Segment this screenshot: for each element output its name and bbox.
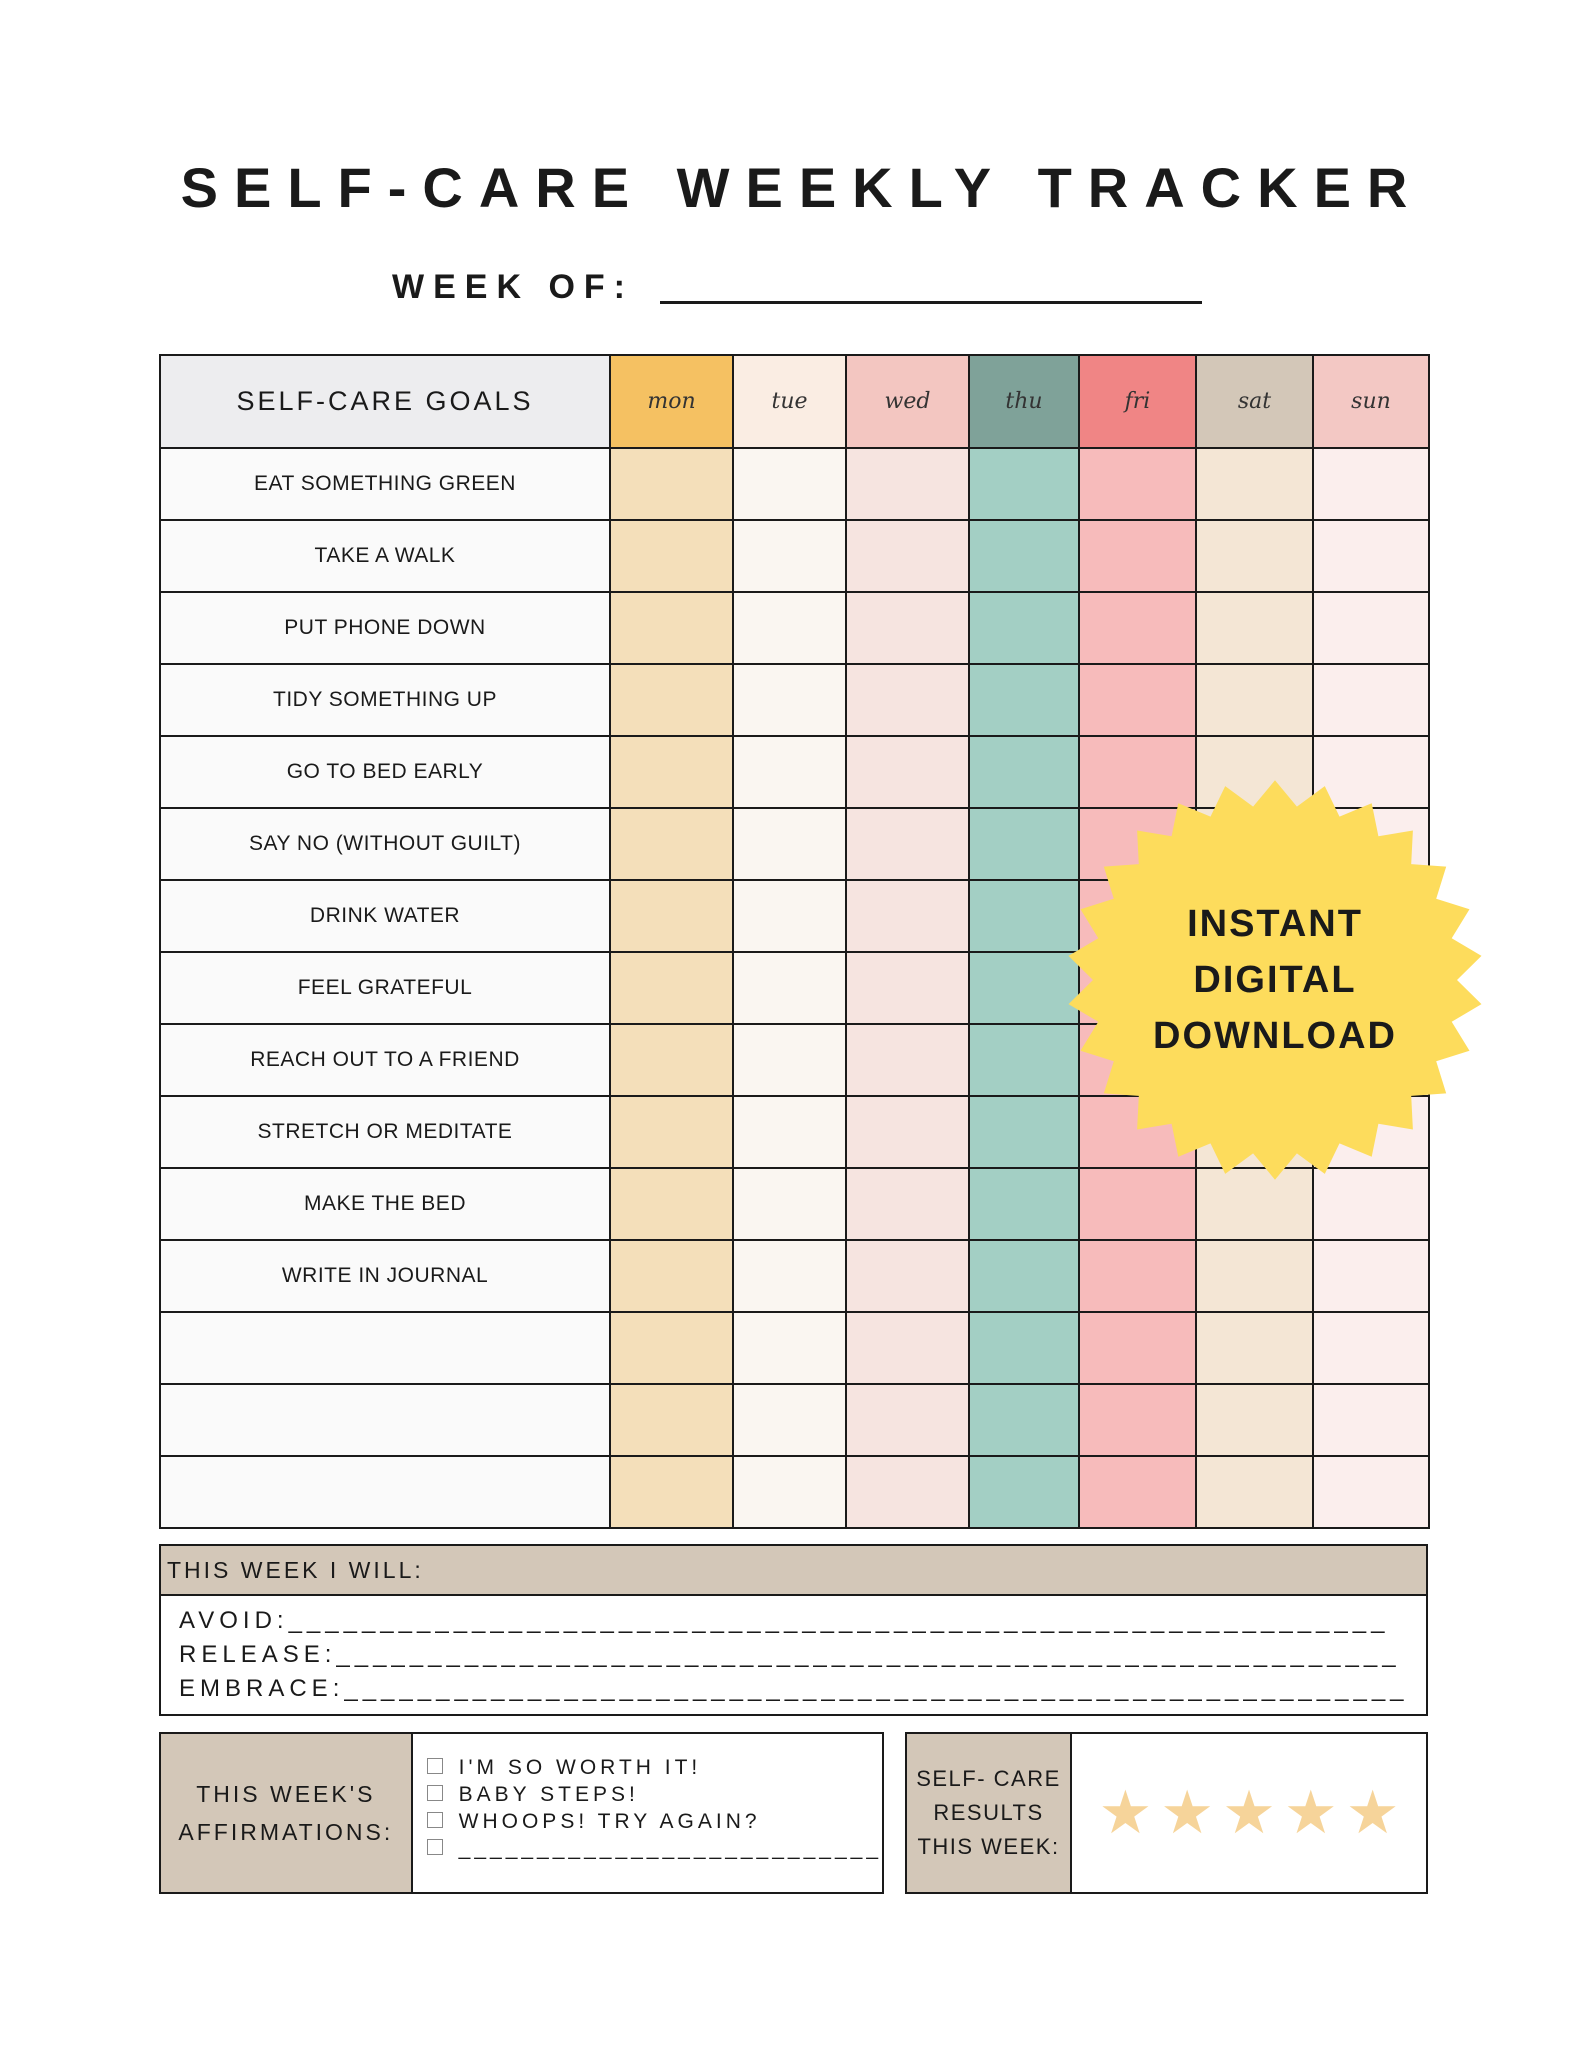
affirmations-box: [159, 1732, 884, 1894]
day-cell-mon[interactable]: [610, 1096, 733, 1168]
release-line[interactable]: RELEASE:__________________________________________________________: [179, 1641, 1401, 1668]
day-cell-mon[interactable]: [610, 448, 733, 520]
star-icon[interactable]: ★: [1160, 1779, 1215, 1846]
day-header-tue: tue: [733, 355, 846, 448]
day-cell-wed[interactable]: [846, 1024, 969, 1096]
star-icon[interactable]: ★: [1283, 1779, 1338, 1846]
day-cell-tue[interactable]: [733, 520, 846, 592]
day-cell-mon[interactable]: [610, 1384, 733, 1456]
day-header-thu: thu: [969, 355, 1079, 448]
day-cell-tue[interactable]: [733, 952, 846, 1024]
day-header-mon: mon: [610, 355, 733, 448]
goal-label[interactable]: MAKE THE BED: [160, 1168, 610, 1240]
day-cell-sun[interactable]: [1313, 520, 1429, 592]
star-icon[interactable]: ★: [1222, 1779, 1276, 1846]
day-header-fri: fri: [1079, 355, 1196, 448]
checkbox[interactable]: [427, 1839, 443, 1855]
day-cell-thu[interactable]: [969, 1384, 1079, 1456]
day-cell-mon[interactable]: [610, 592, 733, 664]
day-cell-mon[interactable]: [610, 1312, 733, 1384]
page-title: SELF-CARE WEEKLY TRACKER: [180, 156, 1424, 219]
table-row: [160, 448, 1429, 520]
avoid-line[interactable]: AVOID:____________________________________________________________: [179, 1607, 1390, 1634]
day-cell-wed[interactable]: [846, 880, 969, 952]
day-cell-tue[interactable]: [733, 1096, 846, 1168]
day-cell-mon[interactable]: [610, 880, 733, 952]
table-row: [160, 1456, 1429, 1528]
day-cell-thu[interactable]: [969, 1240, 1079, 1312]
checkbox[interactable]: [427, 1785, 443, 1801]
day-cell-thu[interactable]: [969, 592, 1079, 664]
badge-line: INSTANT: [1187, 903, 1363, 945]
goal-label[interactable]: EAT SOMETHING GREEN: [160, 448, 610, 520]
day-cell-mon[interactable]: [610, 808, 733, 880]
affirmation-text: ___________________________: [458, 1837, 882, 1860]
day-cell-mon[interactable]: [610, 1168, 733, 1240]
day-cell-wed[interactable]: [846, 808, 969, 880]
day-cell-tue[interactable]: [733, 808, 846, 880]
table-row: [160, 592, 1429, 664]
day-cell-sat[interactable]: [1196, 1240, 1313, 1312]
day-cell-tue[interactable]: [733, 1312, 846, 1384]
day-cell-sun[interactable]: [1313, 1240, 1429, 1312]
day-cell-mon[interactable]: [610, 664, 733, 736]
day-cell-sun[interactable]: [1313, 664, 1429, 736]
day-cell-sun[interactable]: [1313, 1312, 1429, 1384]
badge-line: DOWNLOAD: [1153, 1015, 1397, 1057]
day-cell-tue[interactable]: [733, 664, 846, 736]
badge-line: DIGITAL: [1193, 959, 1357, 1001]
this-week-will-box: [159, 1544, 1428, 1716]
week-of-label: WEEK OF:: [392, 268, 634, 306]
day-cell-wed[interactable]: [846, 664, 969, 736]
day-cell-wed[interactable]: [846, 1384, 969, 1456]
goals-column-header: SELF-CARE GOALS: [160, 355, 610, 448]
embrace-line[interactable]: EMBRACE:__________________________________________________________: [179, 1675, 1409, 1702]
day-header-sat: sat: [1196, 355, 1313, 448]
affirmations-label: THIS WEEK'S AFFIRMATIONS:: [161, 1734, 413, 1892]
day-cell-wed[interactable]: [846, 1240, 969, 1312]
affirmation-text: I'M SO WORTH IT!: [458, 1756, 702, 1779]
day-cell-tue[interactable]: [733, 592, 846, 664]
day-cell-mon[interactable]: [610, 520, 733, 592]
day-cell-wed[interactable]: [846, 1456, 969, 1528]
day-cell-sat[interactable]: [1196, 1456, 1313, 1528]
day-cell-thu[interactable]: [969, 1456, 1079, 1528]
week-of-field[interactable]: [392, 262, 1202, 312]
affirmation-item[interactable]: [427, 1808, 882, 1835]
day-cell-wed[interactable]: [846, 1096, 969, 1168]
instant-download-badge: [1040, 770, 1510, 1190]
goal-label[interactable]: STRETCH OR MEDITATE: [160, 1096, 610, 1168]
table-row: [160, 664, 1429, 736]
day-cell-mon[interactable]: [610, 1240, 733, 1312]
day-cell-sun[interactable]: [1313, 448, 1429, 520]
checkbox[interactable]: [427, 1758, 443, 1774]
day-cell-tue[interactable]: [733, 448, 846, 520]
day-cell-sat[interactable]: [1196, 1384, 1313, 1456]
star-rating[interactable]: [1072, 1734, 1426, 1892]
day-cell-mon[interactable]: [610, 1024, 733, 1096]
results-label: SELF- CARE RESULTS THIS WEEK:: [907, 1734, 1072, 1892]
day-cell-thu[interactable]: [969, 448, 1079, 520]
day-cell-sun[interactable]: [1313, 1384, 1429, 1456]
day-cell-sat[interactable]: [1196, 1312, 1313, 1384]
day-cell-fri[interactable]: [1079, 448, 1196, 520]
day-cell-sun[interactable]: [1313, 1456, 1429, 1528]
table-row: [160, 1312, 1429, 1384]
table-row: [160, 1384, 1429, 1456]
day-cell-tue[interactable]: [733, 1456, 846, 1528]
day-cell-fri[interactable]: [1079, 664, 1196, 736]
day-cell-fri[interactable]: [1079, 1312, 1196, 1384]
day-cell-thu[interactable]: [969, 664, 1079, 736]
day-cell-mon[interactable]: [610, 1456, 733, 1528]
this-week-will-header: THIS WEEK I WILL:: [161, 1546, 1426, 1596]
day-cell-tue[interactable]: [733, 1024, 846, 1096]
day-cell-wed[interactable]: [846, 952, 969, 1024]
day-cell-tue[interactable]: [733, 1168, 846, 1240]
goal-label[interactable]: [160, 1456, 610, 1528]
day-cell-thu[interactable]: [969, 1312, 1079, 1384]
star-icon[interactable]: ★: [1345, 1779, 1400, 1846]
goal-label[interactable]: [160, 1384, 610, 1456]
goal-label[interactable]: DRINK WATER: [160, 880, 610, 952]
checkbox[interactable]: [427, 1812, 443, 1828]
day-cell-tue[interactable]: [733, 1384, 846, 1456]
goal-label[interactable]: TAKE A WALK: [160, 520, 610, 592]
table-row: [160, 1240, 1429, 1312]
star-icon[interactable]: ★: [1098, 1779, 1153, 1846]
affirmation-item[interactable]: [427, 1781, 882, 1808]
week-of-input-line[interactable]: [660, 301, 1202, 304]
day-cell-sat[interactable]: [1196, 520, 1313, 592]
day-cell-fri[interactable]: [1079, 1240, 1196, 1312]
day-header-sun: sun: [1313, 355, 1429, 448]
day-cell-sat[interactable]: [1196, 448, 1313, 520]
goal-label[interactable]: WRITE IN JOURNAL: [160, 1240, 610, 1312]
affirmation-text: BABY STEPS!: [458, 1783, 639, 1806]
day-cell-fri[interactable]: [1079, 520, 1196, 592]
day-cell-sat[interactable]: [1196, 592, 1313, 664]
goal-label[interactable]: TIDY SOMETHING UP: [160, 664, 610, 736]
day-cell-tue[interactable]: [733, 880, 846, 952]
day-cell-wed[interactable]: [846, 592, 969, 664]
affirmation-text: WHOOPS! TRY AGAIN?: [458, 1810, 761, 1833]
day-cell-fri[interactable]: [1079, 1384, 1196, 1456]
day-cell-mon[interactable]: [610, 736, 733, 808]
day-cell-tue[interactable]: [733, 736, 846, 808]
day-cell-thu[interactable]: [969, 520, 1079, 592]
day-cell-tue[interactable]: [733, 1240, 846, 1312]
goal-label[interactable]: GO TO BED EARLY: [160, 736, 610, 808]
day-cell-sat[interactable]: [1196, 664, 1313, 736]
goal-label[interactable]: REACH OUT TO A FRIEND: [160, 1024, 610, 1096]
affirmation-item[interactable]: [427, 1754, 882, 1781]
results-box: [905, 1732, 1428, 1894]
day-cell-wed[interactable]: [846, 520, 969, 592]
day-cell-mon[interactable]: [610, 952, 733, 1024]
goal-label[interactable]: [160, 1312, 610, 1384]
day-cell-wed[interactable]: [846, 448, 969, 520]
goal-label[interactable]: SAY NO (WITHOUT GUILT): [160, 808, 610, 880]
affirmation-item[interactable]: [427, 1835, 882, 1862]
day-header-wed: wed: [846, 355, 969, 448]
goal-label[interactable]: PUT PHONE DOWN: [160, 592, 610, 664]
day-cell-fri[interactable]: [1079, 1456, 1196, 1528]
day-cell-wed[interactable]: [846, 736, 969, 808]
affirmations-list: [413, 1734, 882, 1892]
day-cell-wed[interactable]: [846, 1312, 969, 1384]
day-cell-wed[interactable]: [846, 1168, 969, 1240]
table-row: [160, 520, 1429, 592]
day-cell-sun[interactable]: [1313, 592, 1429, 664]
day-cell-fri[interactable]: [1079, 592, 1196, 664]
goal-label[interactable]: FEEL GRATEFUL: [160, 952, 610, 1024]
